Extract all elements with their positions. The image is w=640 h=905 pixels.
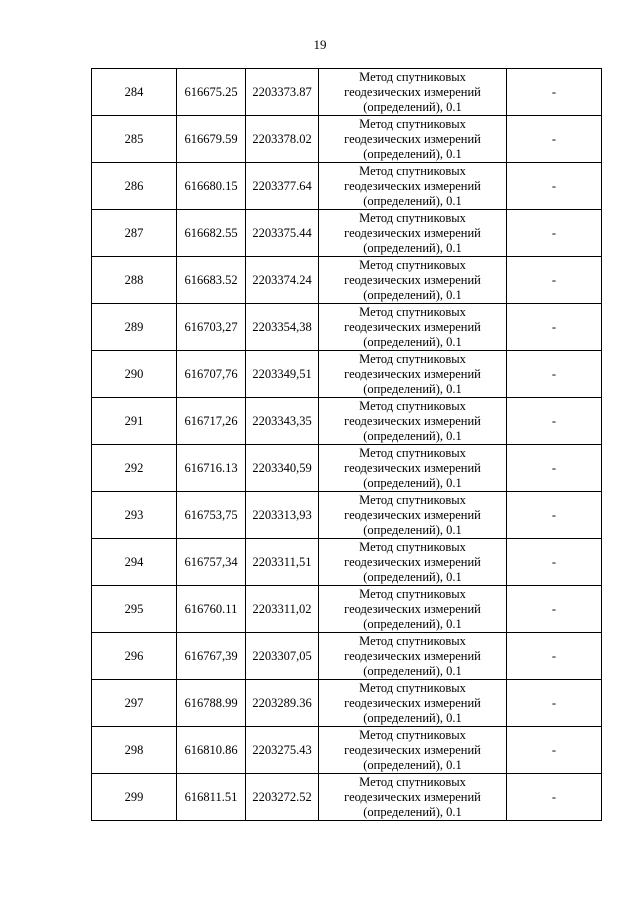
method-line: геодезических измерений — [344, 648, 481, 663]
method-line: Метод спутниковых — [359, 351, 466, 366]
x-coordinate-cell: 616811.51 — [177, 774, 246, 821]
note-cell: - — [507, 304, 602, 351]
y-coordinate-cell: 2203354,38 — [246, 304, 319, 351]
table-row — [92, 116, 602, 163]
method-line: Метод спутниковых — [359, 257, 466, 272]
method-line: геодезических измерений — [344, 554, 481, 569]
y-coordinate-cell: 2203377.64 — [246, 163, 319, 210]
method-cell — [319, 445, 507, 492]
y-coordinate-cell: 2203311,51 — [246, 539, 319, 586]
point-number-cell: 296 — [92, 633, 177, 680]
method-cell — [319, 351, 507, 398]
y-coordinate-cell: 2203275.43 — [246, 727, 319, 774]
x-coordinate-cell: 616757,34 — [177, 539, 246, 586]
x-coordinate-cell: 616707,76 — [177, 351, 246, 398]
note-cell: - — [507, 539, 602, 586]
coordinates-table-body — [92, 69, 602, 821]
method-line: Метод спутниковых — [359, 445, 466, 460]
note-cell: - — [507, 257, 602, 304]
coordinates-table — [91, 68, 602, 821]
note-cell: - — [507, 680, 602, 727]
point-number-cell: 292 — [92, 445, 177, 492]
note-cell: - — [507, 492, 602, 539]
point-number-cell: 290 — [92, 351, 177, 398]
method-line: геодезических измерений — [344, 601, 481, 616]
method-cell — [319, 492, 507, 539]
point-number-cell: 288 — [92, 257, 177, 304]
method-cell — [319, 398, 507, 445]
note-cell: - — [507, 633, 602, 680]
method-line: (определений), 0.1 — [363, 475, 462, 490]
x-coordinate-cell: 616716.13 — [177, 445, 246, 492]
x-coordinate-cell: 616810.86 — [177, 727, 246, 774]
y-coordinate-cell: 2203378.02 — [246, 116, 319, 163]
y-coordinate-cell: 2203340,59 — [246, 445, 319, 492]
y-coordinate-cell: 2203373.87 — [246, 69, 319, 116]
method-cell — [319, 680, 507, 727]
method-line: геодезических измерений — [344, 84, 481, 99]
y-coordinate-cell: 2203375.44 — [246, 210, 319, 257]
method-line: (определений), 0.1 — [363, 428, 462, 443]
y-coordinate-cell: 2203272.52 — [246, 774, 319, 821]
method-line: геодезических измерений — [344, 272, 481, 287]
method-line: Метод спутниковых — [359, 398, 466, 413]
method-line: (определений), 0.1 — [363, 757, 462, 772]
note-cell: - — [507, 69, 602, 116]
method-line: геодезических измерений — [344, 789, 481, 804]
table-row — [92, 586, 602, 633]
table-row — [92, 304, 602, 351]
method-line: Метод спутниковых — [359, 69, 466, 84]
point-number-cell: 289 — [92, 304, 177, 351]
point-number-cell: 284 — [92, 69, 177, 116]
method-line: Метод спутниковых — [359, 727, 466, 742]
method-line: (определений), 0.1 — [363, 381, 462, 396]
note-cell: - — [507, 445, 602, 492]
method-line: (определений), 0.1 — [363, 663, 462, 678]
method-cell — [319, 633, 507, 680]
table-row — [92, 69, 602, 116]
table-row — [92, 445, 602, 492]
method-line: Метод спутниковых — [359, 163, 466, 178]
method-line: (определений), 0.1 — [363, 146, 462, 161]
method-line: геодезических измерений — [344, 413, 481, 428]
note-cell: - — [507, 727, 602, 774]
method-line: геодезических измерений — [344, 695, 481, 710]
method-line: (определений), 0.1 — [363, 99, 462, 114]
y-coordinate-cell: 2203374.24 — [246, 257, 319, 304]
method-line: Метод спутниковых — [359, 210, 466, 225]
point-number-cell: 285 — [92, 116, 177, 163]
note-cell: - — [507, 398, 602, 445]
method-cell — [319, 257, 507, 304]
table-row — [92, 398, 602, 445]
point-number-cell: 293 — [92, 492, 177, 539]
method-cell — [319, 163, 507, 210]
method-line: (определений), 0.1 — [363, 522, 462, 537]
point-number-cell: 291 — [92, 398, 177, 445]
method-cell — [319, 774, 507, 821]
method-line: Метод спутниковых — [359, 539, 466, 554]
point-number-cell: 299 — [92, 774, 177, 821]
table-row — [92, 492, 602, 539]
method-line: Метод спутниковых — [359, 304, 466, 319]
method-cell — [319, 539, 507, 586]
table-row — [92, 210, 602, 257]
note-cell: - — [507, 351, 602, 398]
x-coordinate-cell: 616760.11 — [177, 586, 246, 633]
note-cell: - — [507, 210, 602, 257]
method-line: (определений), 0.1 — [363, 569, 462, 584]
point-number-cell: 286 — [92, 163, 177, 210]
method-line: Метод спутниковых — [359, 492, 466, 507]
method-line: Метод спутниковых — [359, 116, 466, 131]
table-row — [92, 351, 602, 398]
y-coordinate-cell: 2203313,93 — [246, 492, 319, 539]
point-number-cell: 287 — [92, 210, 177, 257]
point-number-cell: 297 — [92, 680, 177, 727]
x-coordinate-cell: 616679.59 — [177, 116, 246, 163]
method-cell — [319, 116, 507, 163]
method-line: (определений), 0.1 — [363, 710, 462, 725]
method-line: геодезических измерений — [344, 742, 481, 757]
method-line: геодезических измерений — [344, 507, 481, 522]
point-number-cell: 294 — [92, 539, 177, 586]
point-number-cell: 295 — [92, 586, 177, 633]
x-coordinate-cell: 616788.99 — [177, 680, 246, 727]
method-line: геодезических измерений — [344, 319, 481, 334]
x-coordinate-cell: 616682.55 — [177, 210, 246, 257]
method-line: (определений), 0.1 — [363, 616, 462, 631]
method-cell — [319, 210, 507, 257]
y-coordinate-cell: 2203311,02 — [246, 586, 319, 633]
method-line: геодезических измерений — [344, 366, 481, 381]
method-line: Метод спутниковых — [359, 774, 466, 789]
table-row — [92, 539, 602, 586]
x-coordinate-cell: 616753,75 — [177, 492, 246, 539]
method-cell — [319, 304, 507, 351]
method-line: (определений), 0.1 — [363, 334, 462, 349]
table-row — [92, 774, 602, 821]
method-line: геодезических измерений — [344, 178, 481, 193]
table-row — [92, 633, 602, 680]
method-line: (определений), 0.1 — [363, 287, 462, 302]
x-coordinate-cell: 616675.25 — [177, 69, 246, 116]
x-coordinate-cell: 616703,27 — [177, 304, 246, 351]
method-line: (определений), 0.1 — [363, 804, 462, 819]
x-coordinate-cell: 616717,26 — [177, 398, 246, 445]
y-coordinate-cell: 2203307,05 — [246, 633, 319, 680]
method-line: (определений), 0.1 — [363, 193, 462, 208]
method-line: геодезических измерений — [344, 225, 481, 240]
note-cell: - — [507, 586, 602, 633]
method-line: (определений), 0.1 — [363, 240, 462, 255]
page-number: 19 — [313, 37, 327, 52]
method-line: Метод спутниковых — [359, 586, 466, 601]
y-coordinate-cell: 2203349,51 — [246, 351, 319, 398]
note-cell: - — [507, 163, 602, 210]
method-cell — [319, 727, 507, 774]
table-row — [92, 257, 602, 304]
table-row — [92, 163, 602, 210]
note-cell: - — [507, 116, 602, 163]
method-line: Метод спутниковых — [359, 633, 466, 648]
x-coordinate-cell: 616680.15 — [177, 163, 246, 210]
method-line: Метод спутниковых — [359, 680, 466, 695]
y-coordinate-cell: 2203289.36 — [246, 680, 319, 727]
x-coordinate-cell: 616767,39 — [177, 633, 246, 680]
table-row — [92, 680, 602, 727]
point-number-cell: 298 — [92, 727, 177, 774]
x-coordinate-cell: 616683.52 — [177, 257, 246, 304]
table-row — [92, 727, 602, 774]
note-cell: - — [507, 774, 602, 821]
method-line: геодезических измерений — [344, 460, 481, 475]
method-cell — [319, 69, 507, 116]
method-line: геодезических измерений — [344, 131, 481, 146]
method-cell — [319, 586, 507, 633]
y-coordinate-cell: 2203343,35 — [246, 398, 319, 445]
